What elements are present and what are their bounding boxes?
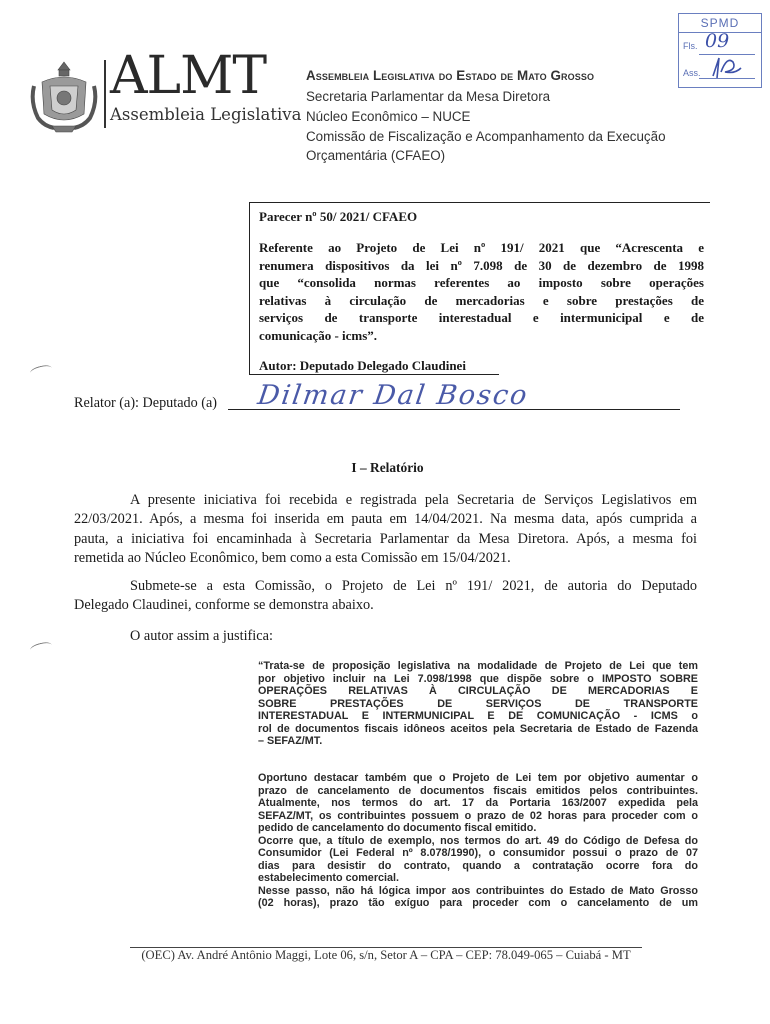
quote-line: SEFAZ/MT, os contribuintes possuem o prazo de 02 horas para proceder com o	[258, 809, 698, 822]
almt-emblem-icon	[28, 56, 100, 134]
author-line: Autor: Deputado Delegado Claudinei	[259, 358, 466, 373]
logo-abbreviation: ALMT	[110, 46, 267, 106]
stamp-title: SPMD	[679, 14, 761, 33]
paragraph-line: remetida ao Núcleo Econômico, bem como a esta Comissão em 15/04/2021.	[74, 550, 511, 567]
justification-quote-2	[258, 772, 698, 910]
quote-line: OPERAÇÕES RELATIVAS À CIRCULAÇÃO DE MERCADORIAS E	[258, 685, 698, 697]
quote-line: rol de documentos fiscais idôneos aceitos pela Secretaria de Estado de Fazenda	[258, 722, 698, 735]
paragraph-line: Submete-se a esta Comissão, o Projeto de Lei nº 191/ 2021, de autoria do Deputado	[130, 578, 697, 594]
section-title: I – Relatório	[351, 460, 424, 475]
quote-line: Ocorre que, a título de exemplo, nos termos do art. 49 do Código de Defesa do	[258, 834, 698, 847]
margin-mark	[29, 363, 53, 377]
margin-mark	[29, 640, 53, 654]
quote-line: prazo de cancelamento de documentos fiscais emitidos pelos contribuintes.	[258, 784, 698, 797]
paragraph-line: pauta, a iniciativa foi encaminhada à Secretaria Parlamentar da Mesa Diretora. Após, a mesma foi	[74, 530, 697, 547]
footer-address: (OEC) Av. André Antônio Maggi, Lote 06, s/n, Setor A – CPA – CEP: 78.049-065 – Cuiabá - MT	[141, 948, 631, 962]
quote-line: Atualmente, nos termos do art. 17 da Portaria 163/2007 expedida pela	[258, 797, 698, 809]
quote-line: dias para desistir do contrato, quando a contratação ocorre fora do	[258, 859, 698, 872]
stamp-fls-value: 09	[705, 30, 730, 52]
quote-line: Consumidor (Lei Federal nº 8.078/1990), o consumidor possui o prazo de 07	[258, 847, 698, 859]
ementa-line: relativas à circulação de mercadorias e sobre prestações de	[259, 292, 704, 308]
relator-label: Relator (a): Deputado (a)	[74, 395, 217, 411]
quote-line: estabelecimento comercial.	[258, 872, 400, 884]
header-line: Núcleo Econômico – NUCE	[306, 109, 471, 124]
parecer-number: Parecer nº 50/ 2021/ CFAEO	[259, 209, 418, 224]
ementa-line: que “consolida normas referentes ao imposto sobre operações	[259, 275, 704, 290]
ementa-line: Referente ao Projeto de Lei nº 191/ 2021 que “Acrescenta e	[259, 240, 704, 255]
quote-line: Oportuno destacar também que o Projeto de Lei tem por objetivo aumentar o	[258, 772, 698, 784]
quote-line: (02 horas), prazo tão exíguo para proceder com o cancelamento de um	[258, 897, 698, 909]
quote-line: “Trata-se de proposição legislativa na modalidade de Projeto de Lei que tem	[258, 660, 698, 672]
ementa-line: renumera dispositivos da lei nº 7.098 de 30 de dezembro de 1998	[259, 257, 704, 273]
stamp-ass-label: Ass.	[683, 68, 701, 78]
header-organization: Assembleia Legislativa do Estado de Mato Grosso	[306, 68, 595, 83]
quote-line: por objetivo incluir na Lei 7.098/1998 que dispõe sobre o IMPOSTO SOBRE	[258, 672, 698, 685]
quote-line: – SEFAZ/MT.	[258, 735, 323, 747]
stamp-fls-label: Fls.	[683, 41, 698, 51]
quote-line: SOBRE PRESTAÇÕES DE SERVIÇOS DE TRANSPORTE	[258, 697, 698, 710]
protocol-stamp	[678, 13, 762, 88]
quote-line: INTERESTADUAL E INTERMUNICIPAL E DE COMUNICAÇÃO - ICMS o	[258, 710, 698, 722]
ementa-line: comunicação - icms”.	[259, 327, 378, 343]
header-line: Orçamentária (CFAEO)	[306, 148, 446, 163]
ementa-box	[249, 202, 710, 375]
paragraph-1	[74, 491, 697, 569]
ementa-line: serviços de transporte interestadual e intermunicipal e de	[259, 310, 704, 325]
paragraph-line: 22/03/2021. Após, a mesma foi inserida em pauta em 14/04/2021. Na mesma data, após cumprida a	[74, 511, 697, 528]
quote-line: Nesse passo, não há lógica impor aos contribuintes do Estado de Mato Grosso	[258, 884, 698, 897]
logo-name: Assembleia Legislativa	[110, 105, 302, 124]
paragraph-3: O autor assim a justifica:	[130, 628, 273, 644]
paragraph-2	[74, 577, 697, 616]
justification-quote-1	[258, 660, 698, 748]
quote-line: pedido de cancelamento do documento fiscal emitido.	[258, 822, 537, 834]
paragraph-line: A presente iniciativa foi recebida e registrada pela Secretaria de Serviços Legislativos em	[130, 492, 697, 508]
relator-signature: Dilmar Dal Bosco	[255, 380, 531, 411]
header-line: Comissão de Fiscalização e Acompanhamento da Execução	[306, 129, 666, 144]
header-line: Secretaria Parlamentar da Mesa Diretora	[306, 89, 551, 104]
paragraph-line: Delegado Claudinei, conforme se demonstra abaixo.	[74, 597, 374, 614]
stamp-initials-icon	[707, 54, 747, 82]
ementa-box-underline	[249, 374, 499, 375]
